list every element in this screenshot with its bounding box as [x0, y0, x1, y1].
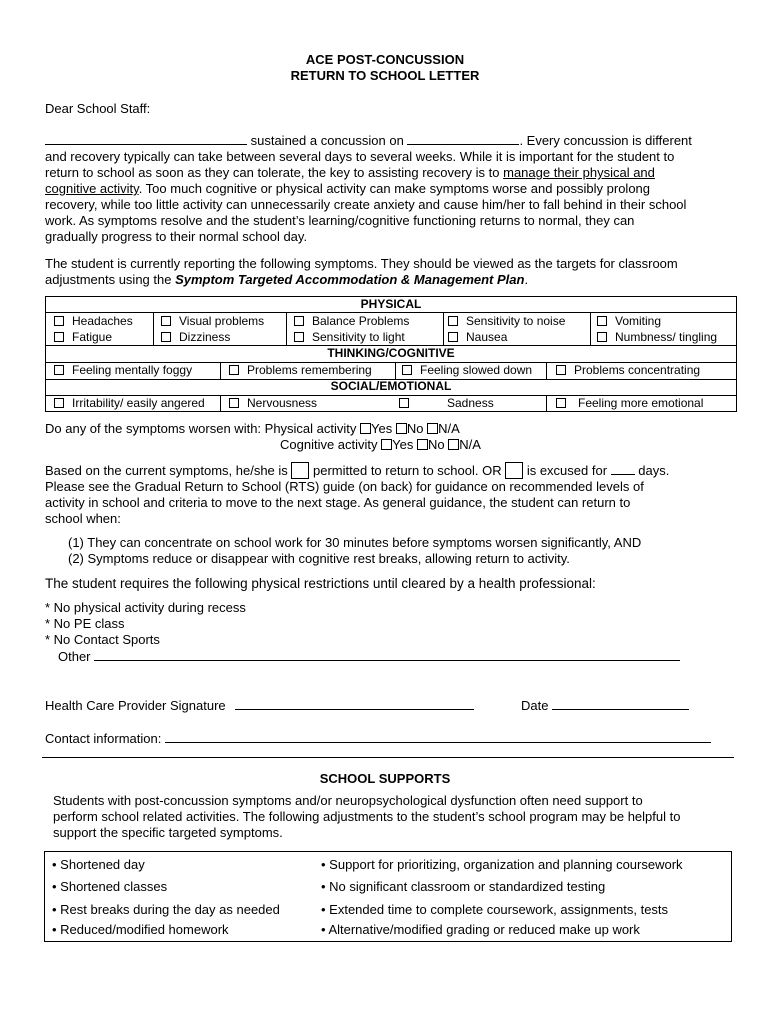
intro-line-4: cognitive activity. Too much cognitive or physical activity can make symptoms worse and possibly prolong — [45, 181, 651, 196]
plan-name: Symptom Targeted Accommodation & Management Plan — [175, 272, 525, 287]
intro-line-6: work. As symptoms resolve and the student’s learning/cognitive functioning returns to normal, they can — [45, 213, 635, 228]
date-line: Date — [521, 698, 689, 715]
student-name-field[interactable] — [45, 133, 247, 145]
symptom-mentally-foggy[interactable]: Feeling mentally foggy — [54, 363, 192, 378]
checkbox-icon[interactable] — [229, 365, 239, 375]
support-alternative-grading: • Alternative/modified grading or reduced make up work — [321, 922, 640, 937]
checkbox-icon[interactable] — [448, 332, 458, 342]
symptom-sensitivity-noise[interactable]: Sensitivity to noise — [448, 314, 565, 329]
checkbox-icon[interactable] — [161, 316, 171, 326]
support-no-testing: • No significant classroom or standardized testing — [321, 879, 606, 894]
checkbox-icon[interactable] — [597, 316, 607, 326]
checkbox-icon[interactable] — [54, 316, 64, 326]
cognitive-header: THINKING/COGNITIVE — [327, 346, 455, 360]
supports-table — [44, 851, 732, 942]
date-field[interactable] — [552, 698, 689, 710]
checkbox-icon[interactable] — [556, 398, 566, 408]
rts-guide-line-1: Please see the Gradual Return to School (RTS) guide (on back) for guidance on recommended levels of — [45, 479, 644, 494]
provider-signature-line: Health Care Provider Signature — [45, 698, 474, 715]
symptom-nausea[interactable]: Nausea — [448, 330, 507, 345]
support-rest-breaks: • Rest breaks during the day as needed — [52, 902, 280, 917]
checkbox-icon[interactable] — [399, 398, 409, 408]
social-header: SOCIAL/EMOTIONAL — [330, 379, 452, 393]
excused-days-field[interactable] — [611, 463, 635, 475]
intro-line-7: gradually progress to their normal school day. — [45, 229, 308, 244]
symptom-more-emotional[interactable]: Feeling more emotional — [556, 396, 703, 411]
symptom-balance-problems[interactable]: Balance Problems — [294, 314, 409, 329]
checkbox-icon[interactable] — [161, 332, 171, 342]
support-extended-time: • Extended time to complete coursework, assignments, tests — [321, 902, 669, 917]
symptom-visual-problems[interactable]: Visual problems — [161, 314, 264, 329]
symptom-nervousness[interactable]: Nervousness — [229, 396, 317, 411]
symptoms-table — [45, 296, 737, 412]
intro-line-1: sustained a concussion on . Every concussion is different — [45, 133, 692, 150]
concussion-date-field[interactable] — [407, 133, 519, 145]
restriction-other: Other — [58, 649, 680, 666]
symptom-numbness[interactable]: Numbness/ tingling — [597, 330, 717, 345]
school-supports-heading: SCHOOL SUPPORTS — [319, 771, 451, 786]
physical-no-checkbox[interactable] — [396, 423, 407, 434]
symptom-dizziness[interactable]: Dizziness — [161, 330, 230, 345]
symptom-problems-concentrating[interactable]: Problems concentrating — [556, 363, 700, 378]
support-reduced-homework: • Reduced/modified homework — [52, 922, 229, 937]
support-prioritizing: • Support for prioritizing, organization and planning coursework — [321, 857, 683, 872]
salutation: Dear School Staff: — [45, 101, 151, 116]
return-decision-line: Based on the current symptoms, he/she is permitted to return to school. OR is excused for days. — [45, 463, 670, 478]
contact-field[interactable] — [165, 731, 711, 743]
letter-title-line2: RETURN TO SCHOOL LETTER — [290, 68, 480, 83]
physical-worsen-question: Do any of the symptoms worsen with: Physical activity Yes No N/A — [45, 421, 460, 436]
supports-intro-line-1: Students with post-concussion symptoms and/or neuropsychological dysfunction often need support to — [53, 793, 643, 808]
physical-yes-checkbox[interactable] — [360, 423, 371, 434]
cognitive-yes-checkbox[interactable] — [381, 439, 392, 450]
intro-line-2: and recovery typically can take between several days to several weeks. While it is important for the student to — [45, 149, 675, 164]
symptom-irritability[interactable]: Irritability/ easily angered — [54, 396, 205, 411]
supports-intro-line-3: support the specific targeted symptoms. — [53, 825, 283, 840]
intro-line-3: return to school as soon as they can tolerate, the key to assisting recovery is to manage their physical and — [45, 165, 655, 180]
section-divider — [42, 757, 734, 758]
other-restriction-field[interactable] — [94, 649, 680, 661]
symptoms-intro-line-2: adjustments using the Symptom Targeted Accommodation & Management Plan. — [45, 272, 529, 287]
criterion-2: (2) Symptoms reduce or disappear with cognitive rest breaks, allowing return to activity. — [68, 551, 570, 566]
rts-guide-line-2: activity in school and criteria to move to the next stage. As general guidance, the student can return to — [45, 495, 631, 510]
excused-checkbox[interactable] — [505, 462, 523, 479]
provider-signature-field[interactable] — [235, 698, 474, 710]
restrictions-heading: The student requires the following physical restrictions until cleared by a health professional: — [45, 576, 596, 591]
restriction-no-contact: * No Contact Sports — [45, 632, 160, 647]
intro-line-5: recovery, while too little activity can unnecessarily create anxiety and cause him/her to fall behind in their school — [45, 197, 687, 212]
manage-activity-link: manage their physical and — [503, 165, 655, 180]
restriction-no-pe: * No PE class — [45, 616, 125, 631]
checkbox-icon[interactable] — [556, 365, 566, 375]
criterion-1: (1) They can concentrate on school work for 30 minutes before symptoms worsen significantly, AND — [68, 535, 642, 550]
permitted-checkbox[interactable] — [291, 462, 309, 479]
checkbox-icon[interactable] — [229, 398, 239, 408]
symptom-sadness[interactable]: Sadness — [399, 396, 494, 411]
symptom-sensitivity-light[interactable]: Sensitivity to light — [294, 330, 405, 345]
rts-guide-line-3: school when: — [45, 511, 121, 526]
supports-intro-line-2: perform school related activities. The following adjustments to the student’s school program may be helpful to — [53, 809, 681, 824]
checkbox-icon[interactable] — [294, 332, 304, 342]
symptom-fatigue[interactable]: Fatigue — [54, 330, 112, 345]
letter-title-line1: ACE POST-CONCUSSION — [305, 52, 465, 67]
cognitive-na-checkbox[interactable] — [448, 439, 459, 450]
physical-na-checkbox[interactable] — [427, 423, 438, 434]
cognitive-no-checkbox[interactable] — [417, 439, 428, 450]
checkbox-icon[interactable] — [54, 332, 64, 342]
checkbox-icon[interactable] — [448, 316, 458, 326]
cognitive-worsen-question: Cognitive activity Yes No N/A — [280, 437, 481, 452]
checkbox-icon[interactable] — [402, 365, 412, 375]
support-shortened-classes: • Shortened classes — [52, 879, 168, 894]
checkbox-icon[interactable] — [597, 332, 607, 342]
symptom-headaches[interactable]: Headaches — [54, 314, 133, 329]
symptom-slowed-down[interactable]: Feeling slowed down — [402, 363, 532, 378]
symptoms-intro-line-1: The student is currently reporting the following symptoms. They should be viewed as the targets for classroom — [45, 256, 678, 271]
contact-line: Contact information: — [45, 731, 711, 748]
physical-header: PHYSICAL — [360, 297, 422, 311]
checkbox-icon[interactable] — [54, 398, 64, 408]
support-shortened-day: • Shortened day — [52, 857, 145, 872]
symptom-problems-remembering[interactable]: Problems remembering — [229, 363, 372, 378]
restriction-no-recess: * No physical activity during recess — [45, 600, 246, 615]
symptom-vomiting[interactable]: Vomiting — [597, 314, 661, 329]
checkbox-icon[interactable] — [54, 365, 64, 375]
checkbox-icon[interactable] — [294, 316, 304, 326]
